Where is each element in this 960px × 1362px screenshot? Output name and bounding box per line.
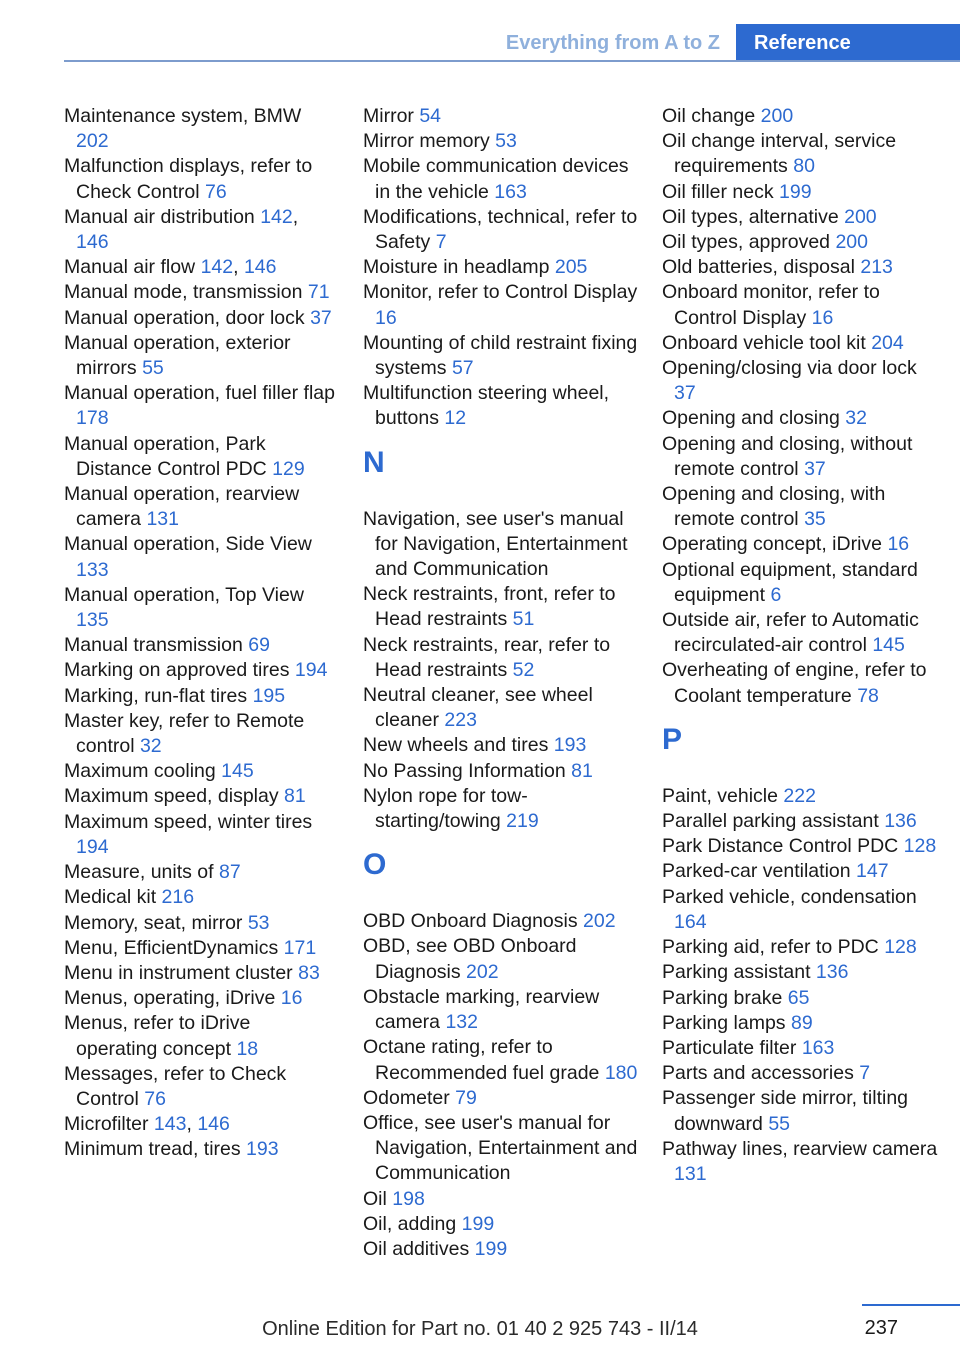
page-reference-link[interactable]: 135 <box>76 609 109 632</box>
page-reference-link[interactable]: 128 <box>903 835 937 858</box>
index-entry-term: Manual air flow <box>64 256 201 279</box>
header-chapter-tab: Reference <box>736 24 960 60</box>
index-entry <box>64 432 336 482</box>
page-reference-link[interactable]: 16 <box>811 306 834 329</box>
header-divider <box>64 60 960 62</box>
index-entry-term: Manual operation, exterior mirrors <box>64 331 291 380</box>
page-reference-link[interactable]: 171 <box>283 936 317 959</box>
index-entry <box>662 1137 940 1187</box>
index-letter-heading: O <box>363 848 387 882</box>
page-reference-link[interactable]: 81 <box>284 785 306 808</box>
page-reference-link[interactable]: 199 <box>779 180 812 203</box>
index-entry-term: Park Distance Control PDC <box>662 835 904 858</box>
page-reference-link[interactable]: 142 <box>200 256 234 279</box>
letter-spacer <box>363 890 641 909</box>
index-entry <box>662 960 940 985</box>
index-entry-term: Microfilter <box>64 1113 154 1136</box>
page-reference-link[interactable]: 76 <box>144 1087 166 1110</box>
index-entry <box>363 985 641 1035</box>
index-entry-term: Odometer <box>363 1086 456 1109</box>
page-reference-link[interactable]: 57 <box>451 357 474 380</box>
page-reference-link[interactable]: 53 <box>495 130 517 153</box>
page-reference-link[interactable]: 213 <box>860 256 893 279</box>
index-entry <box>662 482 940 532</box>
index-entry <box>64 104 336 154</box>
index-entry-term: Marking on approved tires <box>64 659 295 682</box>
index-entry <box>64 885 336 910</box>
index-column-1 <box>64 104 336 1163</box>
page-reference-link[interactable]: 65 <box>787 986 810 1009</box>
index-entry <box>363 129 641 154</box>
page-reference-link[interactable]: 54 <box>419 105 442 127</box>
page-reference-link[interactable]: 180 <box>604 1061 638 1084</box>
page-reference-link[interactable]: 78 <box>857 684 879 707</box>
page-reference-link[interactable]: 143 <box>153 1113 187 1136</box>
index-entry-term: Minimum tread, tires <box>64 1138 247 1161</box>
index-entry-term: Mounting of child restraint fixing systems <box>363 331 638 380</box>
index-entry-term: Manual operation, rearview camera <box>64 483 300 531</box>
index-entry-term: Memory, seat, mirror <box>64 911 248 934</box>
page-reference-link[interactable]: 131 <box>674 1162 707 1185</box>
page-reference-link[interactable]: 146 <box>76 231 109 254</box>
index-entry-term: Maximum cooling <box>64 760 222 783</box>
page-reference-link[interactable]: 7 <box>435 231 447 254</box>
page-reference-link[interactable]: 202 <box>76 130 109 153</box>
index-entry-term: Mirror memory <box>363 130 496 153</box>
index-entry-term: Office, see user's manual for Navigation, Entertainment and Communication <box>363 1111 638 1185</box>
index-entry-term: Parts and accessories <box>662 1062 860 1085</box>
index-entry-term: Parallel parking assistant <box>662 810 885 833</box>
index-entry <box>662 658 940 708</box>
edition-notice: Online Edition for Part no. 01 40 2 925 743 - II/14 <box>262 1318 698 1340</box>
page-reference-link[interactable]: 133 <box>76 558 109 581</box>
index-entry-term: Oil additives <box>363 1237 475 1260</box>
index-entry <box>64 381 336 431</box>
page-reference-link[interactable]: 52 <box>512 658 535 681</box>
index-entry-term: Obstacle marking, rearview camera <box>363 985 600 1034</box>
index-entry <box>662 280 940 330</box>
index-entry <box>64 709 336 759</box>
page-separator: , <box>233 256 244 279</box>
index-entry <box>64 810 336 860</box>
index-entry-term: Menu in instrument cluster <box>64 961 299 984</box>
index-column-3 <box>662 104 940 1187</box>
index-entry <box>363 1187 641 1212</box>
index-entry <box>662 859 940 884</box>
index-entry <box>662 1086 940 1136</box>
page-reference-link[interactable]: 80 <box>793 155 815 178</box>
index-entry <box>64 860 336 885</box>
index-entry-term: Mobile communication devices in the vehicle <box>363 155 629 203</box>
letter-spacer <box>662 765 940 784</box>
index-entry-term: Operating concept, iDrive <box>662 533 888 556</box>
index-entry <box>64 306 336 331</box>
page-reference-link[interactable]: 69 <box>248 634 270 657</box>
page-reference-link[interactable]: 16 <box>280 987 303 1010</box>
index-entry-term: Malfunction displays, refer to Check Control <box>64 155 313 203</box>
index-entry-term: Manual operation, Park Distance Control PDC <box>64 432 273 480</box>
page-reference-link[interactable]: 71 <box>307 281 330 304</box>
page-reference-link[interactable]: 18 <box>236 1037 259 1060</box>
index-entry-term: Modifications, technical, refer to Safety <box>363 205 638 254</box>
index-entry-term: Maximum speed, winter tires <box>64 810 313 833</box>
index-entry <box>64 205 336 255</box>
index-entry-term: Oil filler neck <box>662 180 780 203</box>
page-reference-link[interactable]: 145 <box>221 760 254 783</box>
page-reference-link[interactable]: 219 <box>506 810 539 833</box>
index-entry-term: Mirror <box>363 105 420 127</box>
page-reference-link[interactable]: 12 <box>444 407 467 430</box>
page-reference-link[interactable]: 205 <box>554 256 588 279</box>
page-reference-link[interactable]: 194 <box>294 659 328 682</box>
page-reference-link[interactable]: 81 <box>571 759 593 782</box>
page-reference-link[interactable]: 222 <box>783 784 816 807</box>
page-reference-link[interactable]: 136 <box>884 810 917 833</box>
index-letter-heading: N <box>363 445 385 479</box>
index-entry <box>64 759 336 784</box>
index-entry-term: Oil, adding <box>363 1212 462 1235</box>
index-entry-term: Parking aid, refer to PDC <box>662 936 885 959</box>
index-entry-term: Menu, EfficientDynamics <box>64 936 284 959</box>
index-entry <box>363 1111 641 1187</box>
index-entry <box>662 608 940 658</box>
index-entry <box>64 633 336 658</box>
index-entry-term: New wheels and tires <box>363 734 554 757</box>
index-entry-term: Parked-car ventilation <box>662 860 857 883</box>
index-entry-term: Manual operation, Side View <box>64 533 312 556</box>
page-reference-link[interactable]: 199 <box>474 1237 508 1260</box>
index-entry-term: Passenger side mirror, tilting downward <box>662 1087 909 1135</box>
index-entry-term: Oil <box>363 1187 393 1210</box>
index-entry <box>662 180 940 205</box>
page-reference-link[interactable]: 76 <box>204 180 227 203</box>
index-entry <box>363 507 641 583</box>
page-reference-link[interactable]: 87 <box>219 861 241 884</box>
index-entry <box>662 205 940 230</box>
page-reference-link[interactable]: 198 <box>392 1187 425 1210</box>
index-entry-term: Messages, refer to Check Control <box>64 1062 287 1110</box>
page-reference-link[interactable]: 164 <box>674 910 707 933</box>
index-entry-term: Oil types, alternative <box>662 205 845 228</box>
page-reference-link[interactable]: 163 <box>801 1036 835 1059</box>
index-entry <box>662 255 940 280</box>
index-entry-term: Marking, run-flat tires <box>64 684 253 707</box>
index-entry <box>363 280 641 330</box>
index-entry-term: Menus, refer to iDrive operating concept <box>64 1012 251 1060</box>
index-entry-term: Menus, operating, iDrive <box>64 987 281 1010</box>
index-entry <box>662 1036 940 1061</box>
index-entry-term: Pathway lines, rearview camera <box>662 1137 938 1160</box>
index-entry-term: OBD Onboard Diagnosis <box>363 910 584 933</box>
index-entry <box>64 784 336 809</box>
index-entry-term: Paint, vehicle <box>662 784 784 807</box>
page-reference-link[interactable]: 79 <box>455 1086 477 1109</box>
page-reference-link[interactable]: 136 <box>815 961 849 984</box>
index-entry <box>662 885 940 935</box>
page-reference-link[interactable]: 216 <box>161 886 195 909</box>
index-entry <box>363 1212 641 1237</box>
index-entry <box>662 1011 940 1036</box>
page-reference-link[interactable]: 147 <box>856 860 889 883</box>
footer-divider <box>862 1304 960 1306</box>
index-entry <box>662 129 940 179</box>
index-entry-term: Opening/closing via door lock <box>662 357 917 380</box>
index-entry <box>363 104 641 129</box>
page-reference-link[interactable]: 163 <box>494 180 527 203</box>
page-reference-link[interactable]: 195 <box>252 684 286 707</box>
page-reference-link[interactable]: 200 <box>835 231 868 254</box>
index-entry <box>64 331 336 381</box>
index-entry-term: OBD, see OBD Onboard Diagnosis <box>363 935 577 983</box>
index-entry <box>64 961 336 986</box>
index-entry <box>363 1237 641 1262</box>
index-entry <box>64 482 336 532</box>
index-entry-term: Oil change <box>662 105 761 127</box>
page-reference-link[interactable]: 202 <box>466 960 499 983</box>
page-reference-link[interactable]: 7 <box>859 1062 871 1085</box>
page-reference-link[interactable]: 193 <box>553 734 587 757</box>
index-column-2 <box>363 104 641 1262</box>
index-entry <box>662 784 940 809</box>
index-entry <box>363 154 641 204</box>
page-reference-link[interactable]: 129 <box>272 457 305 480</box>
index-entry-term: Maximum speed, display <box>64 785 285 808</box>
page-reference-link[interactable]: 199 <box>461 1212 495 1235</box>
page-reference-link[interactable]: 16 <box>887 533 910 556</box>
index-entry-term: Monitor, refer to Control Display <box>363 281 638 304</box>
letter-spacer <box>363 488 641 507</box>
index-entry <box>363 733 641 758</box>
page-reference-link[interactable]: 89 <box>790 1011 813 1034</box>
index-entry-term: Measure, units of <box>64 861 219 884</box>
page-reference-link[interactable]: 131 <box>146 508 179 531</box>
index-entry <box>64 1062 336 1112</box>
index-entry-term: Onboard vehicle tool kit <box>662 331 872 354</box>
page-reference-link[interactable]: 55 <box>768 1112 791 1135</box>
page-reference-link[interactable]: 223 <box>444 709 477 732</box>
page-reference-link[interactable]: 51 <box>512 608 535 631</box>
index-entry-term: Multifunction steering wheel, buttons <box>363 382 610 430</box>
page-reference-link[interactable]: 132 <box>445 1011 478 1034</box>
index-entry <box>662 558 940 608</box>
page-reference-link[interactable]: 83 <box>298 961 320 984</box>
page-reference-link[interactable]: 128 <box>884 936 917 959</box>
index-entry-term: Medical kit <box>64 886 162 909</box>
page-separator: , <box>292 205 299 228</box>
index-entry <box>662 230 940 255</box>
index-entry <box>64 532 336 582</box>
index-entry <box>64 658 336 683</box>
index-entry <box>662 356 940 406</box>
index-entry <box>64 280 336 305</box>
index-entry-term: Opening and closing, without remote control <box>662 432 913 480</box>
index-entry <box>662 104 940 129</box>
index-entry-term: Maintenance system, BMW <box>64 105 302 127</box>
index-entry <box>662 331 940 356</box>
index-entry-term: Nylon rope for tow-starting/towing <box>363 784 528 833</box>
index-entry-term: Manual air distribution <box>64 205 261 228</box>
index-entry <box>363 331 641 381</box>
index-entry-term: Navigation, see user's manual for Navigation, Entertainment and Communication <box>363 507 628 581</box>
index-entry <box>64 936 336 961</box>
page-reference-link[interactable]: 146 <box>197 1113 230 1136</box>
index-letter-heading: P <box>662 722 683 756</box>
index-entry <box>363 381 641 431</box>
index-entry <box>363 1035 641 1085</box>
index-entry-term: Oil types, approved <box>662 231 836 254</box>
page-number: 237 <box>864 1317 898 1339</box>
index-entry <box>64 1112 336 1137</box>
index-entry-term: Optional equipment, standard equipment <box>662 558 918 606</box>
page-reference-link[interactable]: 53 <box>247 911 270 934</box>
page-reference-link[interactable]: 37 <box>674 382 696 405</box>
index-entry <box>64 583 336 633</box>
index-entry-term: Opening and closing <box>662 407 846 430</box>
index-entry <box>363 633 641 683</box>
index-entry <box>64 684 336 709</box>
index-entry <box>662 432 940 482</box>
index-entry-term: Neck restraints, front, refer to Head restraints <box>363 583 616 631</box>
index-entry <box>662 834 940 859</box>
index-entry-term: Old batteries, disposal <box>662 256 861 279</box>
index-entry-term: Oil change interval, service requirements <box>662 130 897 178</box>
index-entry <box>662 1061 940 1086</box>
page-reference-link[interactable]: 200 <box>844 205 877 228</box>
page-reference-link[interactable]: 32 <box>845 407 867 430</box>
index-entry-term: Particulate filter <box>662 1036 802 1059</box>
index-entry-term: Manual mode, transmission <box>64 281 308 304</box>
page-reference-link[interactable]: 145 <box>872 634 905 657</box>
index-entry <box>64 1011 336 1061</box>
index-entry-term: Master key, refer to Remote control <box>64 709 305 758</box>
page-reference-link[interactable]: 193 <box>246 1138 279 1161</box>
index-entry-term: Neutral cleaner, see wheel cleaner <box>363 684 593 732</box>
header-section-title: Everything from A to Z <box>505 32 720 54</box>
index-entry <box>363 934 641 984</box>
page-reference-link[interactable]: 178 <box>76 407 109 430</box>
page-reference-link[interactable]: 37 <box>804 457 826 480</box>
index-entry <box>64 1137 336 1162</box>
index-entry-term: Outside air, refer to Automatic recirculated-air control <box>662 609 919 657</box>
page-reference-link[interactable]: 202 <box>583 910 616 933</box>
index-entry <box>363 255 641 280</box>
page-reference-link[interactable]: 55 <box>142 357 164 380</box>
page-reference-link[interactable]: 35 <box>804 508 826 531</box>
page-reference-link[interactable]: 200 <box>760 105 794 127</box>
index-entry <box>64 255 336 280</box>
index-entry-term: Parking assistant <box>662 961 816 984</box>
page-separator: , <box>186 1113 198 1136</box>
index-entry-term: Opening and closing, with remote control <box>662 483 886 531</box>
page-reference-link[interactable]: 37 <box>310 306 332 329</box>
index-entry <box>662 935 940 960</box>
index-entry <box>363 784 641 834</box>
index-entry <box>64 986 336 1011</box>
index-entry-term: Neck restraints, rear, refer to Head restraints <box>363 633 611 681</box>
index-entry-term: Onboard monitor, refer to Control Display <box>662 281 880 329</box>
page-reference-link[interactable]: 194 <box>76 835 109 858</box>
page-reference-link[interactable]: 142 <box>260 205 293 228</box>
index-entry <box>662 809 940 834</box>
index-entry <box>363 759 641 784</box>
index-entry <box>64 154 336 204</box>
page-reference-link[interactable]: 32 <box>139 735 162 758</box>
index-entry <box>662 986 940 1011</box>
index-entry-term: Manual operation, Top View <box>64 583 304 606</box>
index-entry-term: Parked vehicle, condensation <box>662 885 917 908</box>
index-entry <box>363 1086 641 1111</box>
index-entry-term: Parking brake <box>662 986 788 1009</box>
index-entry <box>363 582 641 632</box>
page-reference-link[interactable]: 146 <box>243 256 277 279</box>
index-entry-term: Moisture in headlamp <box>363 256 555 279</box>
index-entry <box>64 911 336 936</box>
index-entry-term: Overheating of engine, refer to Coolant temperature <box>662 659 927 707</box>
index-entry-term: Parking lamps <box>662 1011 791 1034</box>
index-entry <box>363 205 641 255</box>
index-entry <box>363 909 641 934</box>
index-entry <box>662 406 940 431</box>
index-entry <box>662 532 940 557</box>
page-reference-link[interactable]: 6 <box>770 583 782 606</box>
index-entry-term: No Passing Information <box>363 759 572 782</box>
index-entry-term: Manual transmission <box>64 634 249 657</box>
page-reference-link[interactable]: 204 <box>871 331 904 354</box>
index-entry-term: Manual operation, door lock <box>64 306 311 329</box>
index-entry <box>363 683 641 733</box>
page-reference-link[interactable]: 16 <box>375 306 397 329</box>
index-entry-term: Manual operation, fuel filler flap <box>64 382 335 405</box>
index-entry-term: Octane rating, refer to Recommended fuel grade <box>363 1036 605 1084</box>
